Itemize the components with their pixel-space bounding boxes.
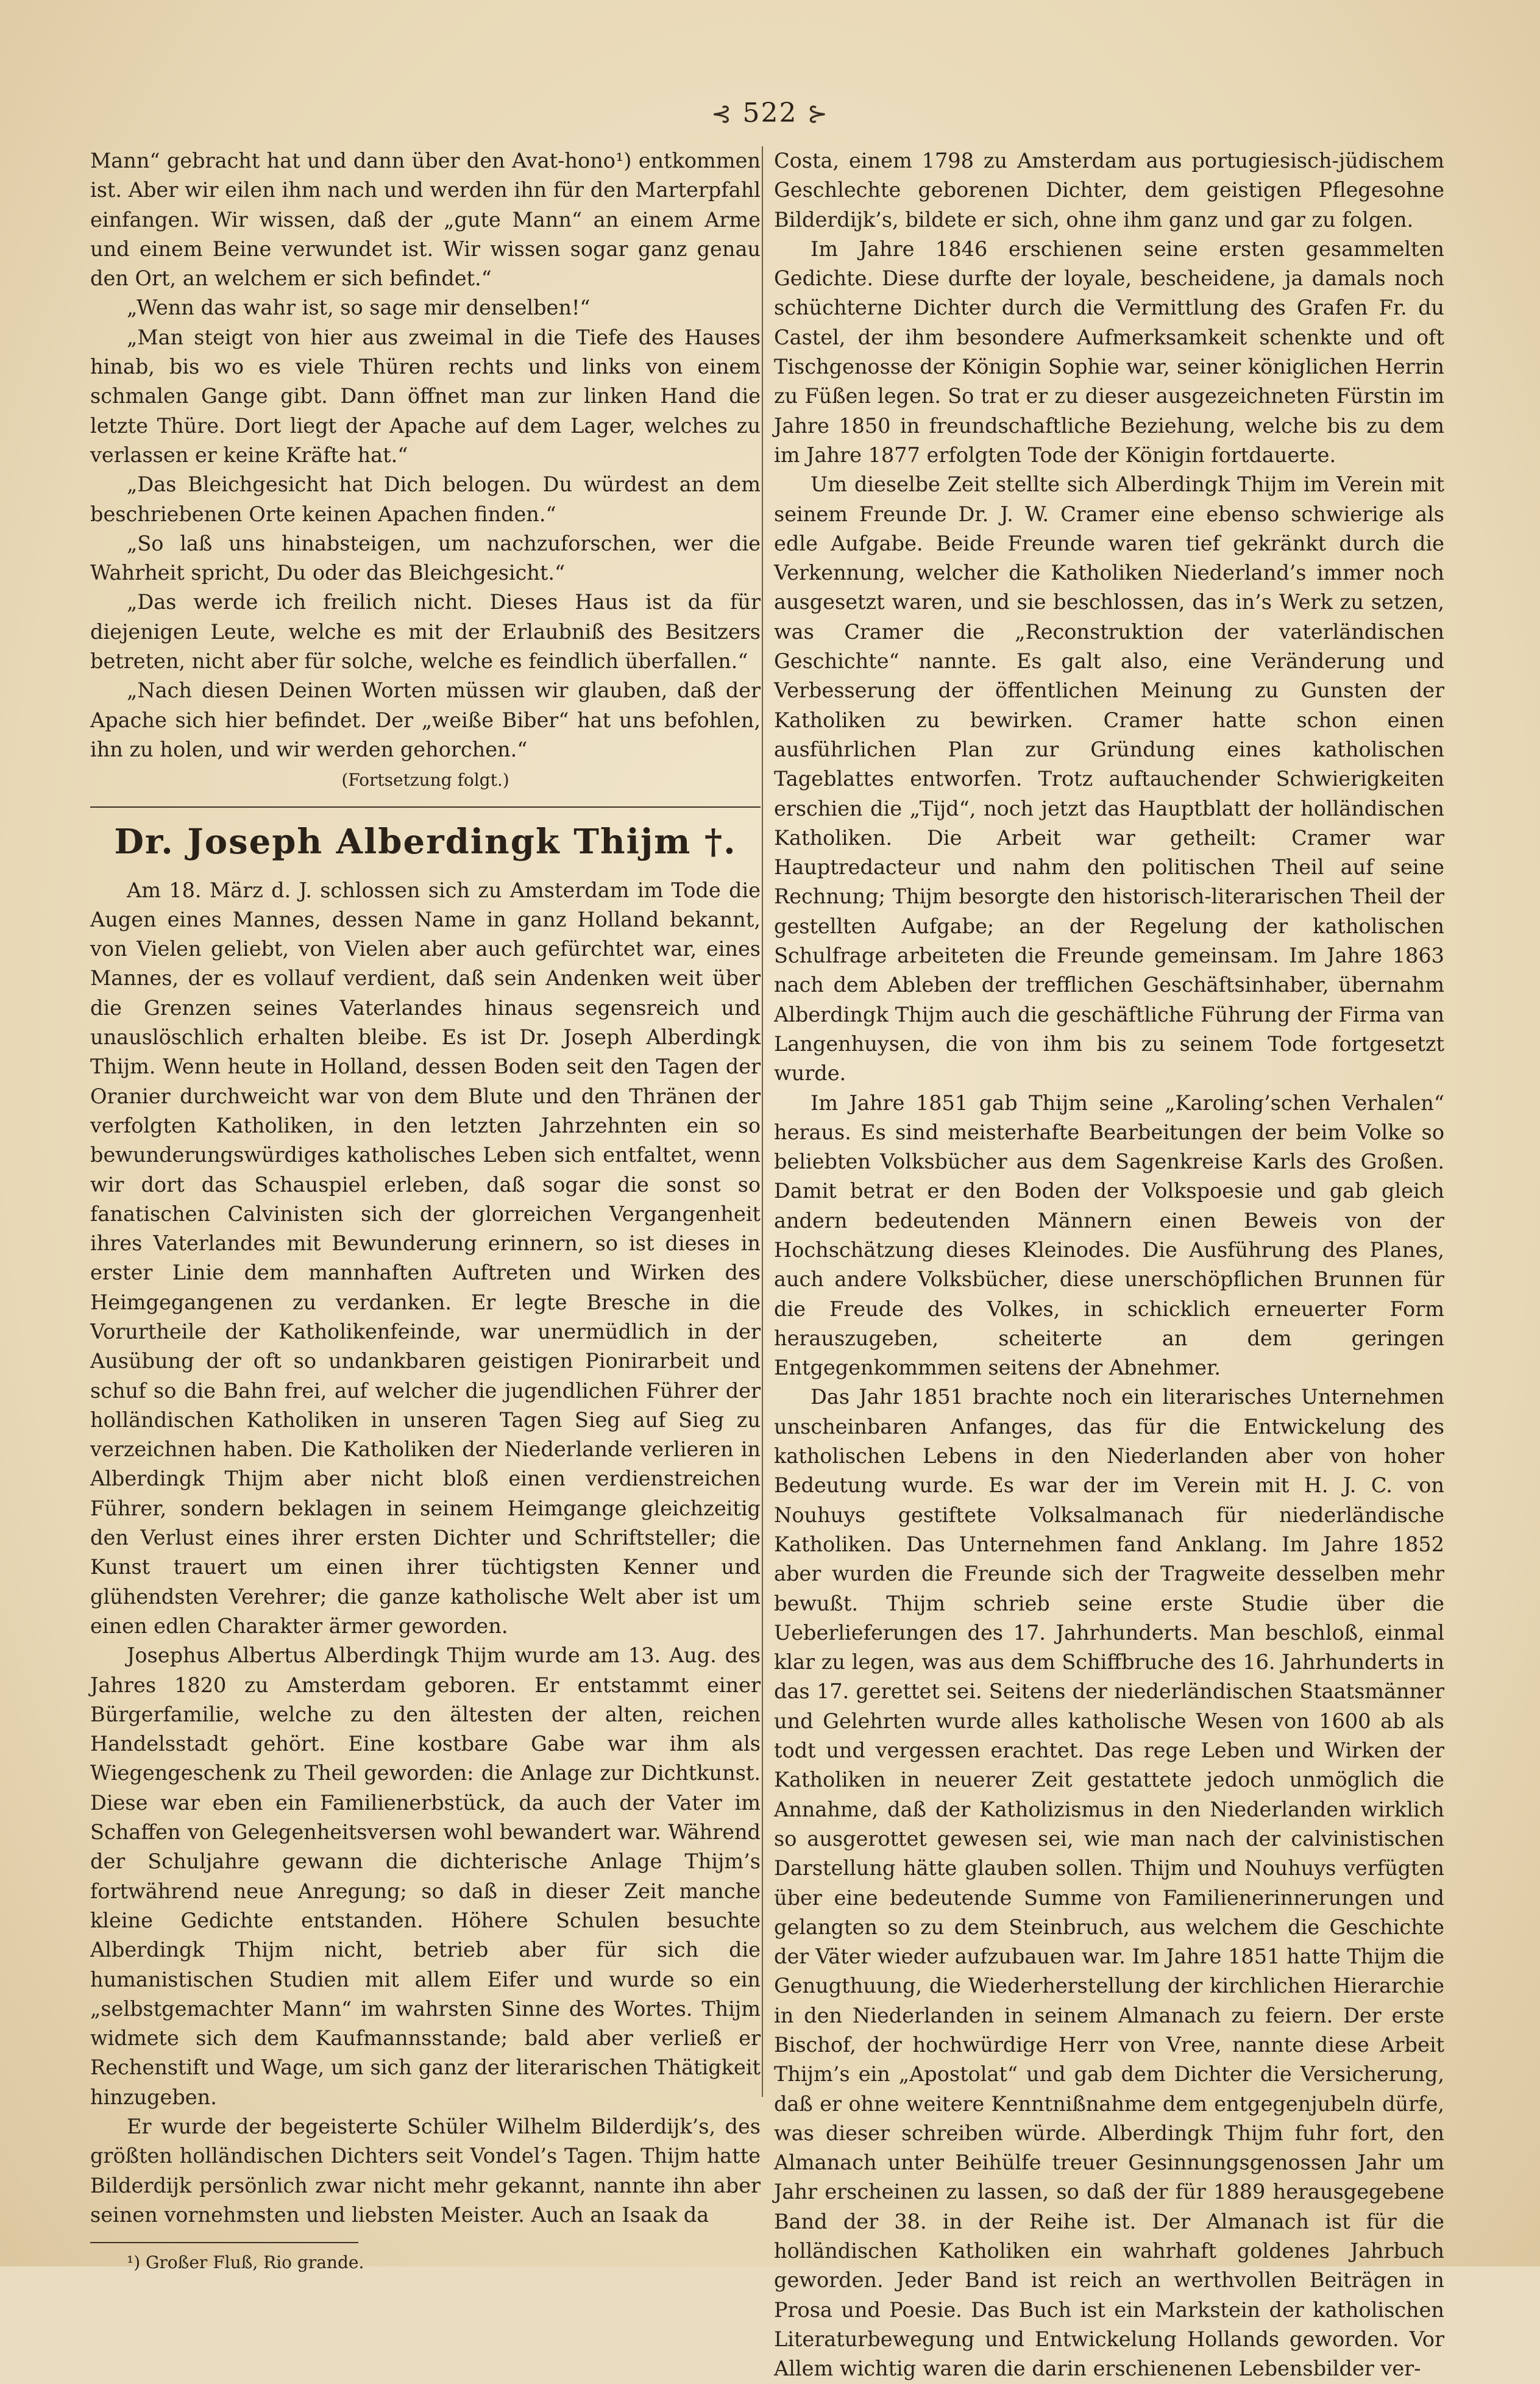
column-divider: [762, 146, 763, 2097]
article-paragraph: Um dieselbe Zeit stellte sich Alberdingk Thijm im Verein mit seinem Freunde Dr. J. W. Cramer eine ebenso schwierige als edle Aufgabe. Beide Freunde waren tief gekränkt durch die Verkennung, welcher die Katholiken Niederland’s immer noch ausgesetzt waren, und sie beschlossen, das in’s Werk zu setzen, was Cramer die „Reconstruktion der vaterländischen Geschichte“ nannte. Es galt also, eine Veränderung und Verbesserung der öffentlichen Meinung zu Gunsten der Katholiken zu bewirken. Cramer hatte schon einen ausführlichen Plan zur Gründung eines katholischen Tageblattes entworfen. Trotz auftauchender Schwierigkeiten erschien die „Tijd“, noch jetzt das Hauptblatt der holländischen Katholiken. Die Arbeit war getheilt: Cramer war Hauptredacteur und nahm den politischen Theil auf seine Rechnung; Thijm besorgte den historisch-literarischen Theil der gestellten Aufgabe; an der Regelung der katholischen Schulfrage arbeiteten die Freunde gemeinsam. Im Jahre 1863 nach dem Ableben der trefflichen Geschäftsinhaber, übernahm Alberdingk Thijm auch die geschäftliche Führung der Firma van Langenhuysen, die von ihm bis zu seinem Tode fortgesetzt wurde.: [774, 472, 1444, 1086]
ornament-left: ⊰: [711, 100, 733, 128]
left-column: [90, 146, 761, 2275]
article-title: Dr. Joseph Alberdingk Thijm †.: [114, 821, 737, 862]
article-paragraph: Im Jahre 1851 gab Thijm seine „Karoling’schen Verhalen“ heraus. Es sind meisterhafte Bearbeitungen der beim Volke so beliebten Volksbücher aus dem Sagenkreise Karls des Großen. Damit betrat er den Boden der Volkspoesie und gab gleich andern bedeutenden Männern einen Beweis von der Hochschätzung dieses Kleinodes. Die Ausführung des Planes, auch andere Volksbücher, diese unerschöpflichen Brunnen für die Freude des Volkes, in schicklich erneuerter Form herauszugeben, scheiterte an dem geringen Entgegenkommmen seitens der Abnehmer.: [774, 1091, 1444, 1380]
section-rule: [90, 806, 761, 808]
right-column: [774, 146, 1444, 2384]
article-paragraph: Er wurde der begeisterte Schüler Wilhelm Bilderdijk’s, des größten holländischen Dichters seit Vondel’s Tagen. Thijm hatte Bilderdijk persönlich zwar nicht mehr gekannt, nannte ihn aber seinen vornehmsten und liebsten Meister. Auch an Isaak da: [90, 2115, 761, 2227]
article-paragraph: Josephus Albertus Alberdingk Thijm wurde am 13. Aug. des Jahres 1820 zu Amsterdam geboren. Er entstammt einer Bürgerfamilie, welche zu den ältesten der alten, reichen Handelsstadt gehört. Eine kostbare Gabe war ihm als Wiegengeschenk zu Theil geworden: die Anlage zur Dichtkunst. Diese war eben ein Familienerbstück, da auch der Vater im Schaffen von Gelegenheitsversen wohl bewandert war. Während der Schuljahre gewann die dichterische Anlage Thijm’s fortwährend neue Anregung; so daß in dieser Zeit manche kleine Gedichte entstanden. Höhere Schulen besuchte Alberdingk Thijm nicht, betrieb aber für sich die humanistischen Studien mit allem Eifer und wurde so ein „selbstgemachter Mann“ im wahrsten Sinne des Wortes. Thijm widmete sich dem Kaufmannsstande; bald aber verließ er Rechenstift und Wage, um sich ganz der literarischen Thätigkeit hinzugeben.: [90, 1643, 761, 2109]
story-paragraph: „So laß uns hinabsteigen, um nachzuforschen, wer die Wahrheit spricht, Du oder das Bleichgesicht.“: [90, 531, 761, 585]
story-paragraph: „Man steigt von hier aus zweimal in die Tiefe des Hauses hinab, bis wo es viele Thüren rechts und links von einem schmalen Gange gibt. Dann öffnet man zur linken Hand die letzte Thüre. Dort liegt der Apache auf dem Lager, welches zu verlassen er keine Kräfte hat.“: [90, 325, 761, 467]
story-paragraph: „Wenn das wahr ist, so sage mir denselben!“: [127, 296, 591, 320]
article-paragraph: Das Jahr 1851 brachte noch ein literarisches Unternehmen unscheinbaren Anfanges, das für die Entwickelung des katholischen Lebens in den Niederlanden aber von hoher Bedeutung wurde. Es war der im Verein mit H. J. C. von Nouhuys gestiftete Volksalmanach für niederländische Katholiken. Das Unternehmen fand Anklang. Im Jahre 1852 aber wurden die Freunde sich der Tragweite desselben mehr bewußt. Thijm schrieb seine erste Studie über die Ueberlieferungen des 17. Jahrhunderts. Man beschloß, einmal klar zu legen, was aus dem Schiffbruche des 16. Jahrhunderts in das 17. gerettet sei. Seitens der niederländischen Staatsmänner und Gelehrten wurde alles katholische Wesen von 1600 ab als todt und vergessen erachtet. Das rege Leben und Wirken der Katholiken in neuerer Zeit gestattete jedoch unmöglich die Annahme, daß der Katholizismus in den Niederlanden wirklich so ausgerottet gewesen sei, wie man nach der calvinistischen Darstellung hätte glauben sollen. Thijm und Nouhuys verfügten über eine bedeutende Summe von Familienerinnerungen und gelangten so zu dem Steinbruch, aus welchem die Geschichte der Väter wieder aufzubauen war. Im Jahre 1851 hatte Thijm die Genugthuung, die Wiederherstellung der kirchlichen Hierarchie in den Niederlanden in seinem Almanach zu feiern. Der erste Bischof, der hochwürdige Herr von Vree, nannte diese Arbeit Thijm’s ein „Apostolat“ und gab dem Dichter die Versicherung, daß er ohne weitere Kenntnißnahme dem entgegenjubeln dürfe, was dieser schreiben würde. Alberdingk Thijm fuhr fort, den Almanach unter Beihülfe treuer Gesinnungsgenossen Jahr um Jahr erscheinen zu lassen, so daß der für 1889 herausgegebene Band der 38. in der Reihe ist. Der Almanach ist für die holländischen Katholiken ein wahrhaft goldenes Jahrbuch geworden. Jeder Band ist reich an werthvollen Beiträgen in Prosa und Poesie. Das Buch ist ein Markstein der katholischen Literaturbewegung und Entwickelung Hollands geworden. Vor Allem wichtig waren die darin erschienenen Lebensbilder ver-: [774, 1385, 1444, 2381]
page-number: 522: [742, 98, 798, 129]
article-paragraph: Costa, einem 1798 zu Amsterdam aus portugiesisch-jüdischem Geschlechte geborenen Dichter, dem geistigen Pflegesohne Bilderdijk’s, bildete er sich, ohne ihm ganz und gar zu folgen.: [774, 149, 1444, 232]
article-paragraph: Im Jahre 1846 erschienen seine ersten gesammelten Gedichte. Diese durfte der loyale, bescheidene, ja damals noch schüchterne Dichter durch die Vermittlung des Grafen Fr. du Castel, der ihm besondere Aufmerksamkeit schenkte und oft Tischgenosse der Königin Sophie war, seiner königlichen Herrin zu Füßen legen. So trat er zu dieser ausgezeichneten Fürstin im Jahre 1850 in freundschaftliche Beziehung, welche bis zu dem im Jahre 1877 erfolgten Tode der Königin fortdauerte.: [774, 237, 1444, 467]
article-paragraph: Am 18. März d. J. schlossen sich zu Amsterdam im Tode die Augen eines Mannes, dessen Name in ganz Holland bekannt, von Vielen geliebt, von Vielen aber auch gefürchtet war, eines Mannes, der es vollauf verdient, daß sein Andenken weit über die Grenzen seines Vaterlandes hinaus segensreich und unauslöschlich erhalten bleibe. Es ist Dr. Joseph Alberdingk Thijm. Wenn heute in Holland, dessen Boden seit den Tagen der Oranier durchweicht war von dem Blute und den Thränen der verfolgten Katholiken, in den letzten Jahrzehnten ein so bewunderungswürdiges katholisches Leben sich entfaltet, wenn wir dort das Schauspiel erleben, daß sogar die sonst so fanatischen Calvinisten sich der glorreichen Vergangenheit ihres Vaterlandes mit Bewunderung erinnern, so ist dieses in erster Linie dem mannhaften Auftreten und Wirken des Heimgegangenen zu verdanken. Er legte Bresche in die Vorurtheile der Katholikenfeinde, war unermüdlich in der Ausübung der oft so undankbaren geistigen Pionirarbeit und schuf so die Bahn frei, auf welcher die jugendlichen Führer der holländischen Katholiken in unseren Tagen Sieg auf Sieg zu verzeichnen haben. Die Katholiken der Niederlande verlieren in Alberdingk Thijm aber nicht bloß einen verdienstreichen Führer, sondern beklagen in seinem Heimgange gleichzeitig den Verlust eines ihrer ersten Dichter und Schriftsteller; die Kunst trauert um einen ihrer tüchtigsten Kenner und glühendsten Verehrer; die ganze katholische Welt aber ist um einen edlen Charakter ärmer geworden.: [90, 878, 761, 1638]
story-paragraph: Mann“ gebracht hat und dann über den Avat-hono¹) entkommen ist. Aber wir eilen ihm nach und werden ihn für den Marterpfahl einfangen. Wir wissen, daß der „gute Mann“ an einem Arme und einem Beine verwundet ist. Wir wissen sogar ganz genau den Ort, an welchem er sich befindet.“: [90, 149, 761, 291]
footnote-rule: [90, 2242, 358, 2243]
story-paragraph: „Das werde ich freilich nicht. Dieses Haus ist da für diejenigen Leute, welche es mit der Erlaubniß des Besitzers betreten, nicht aber für solche, welche es feindlich überfallen.“: [90, 590, 761, 674]
footnote: ¹) Großer Fluß, Rio grande.: [127, 2252, 364, 2273]
ornament-right: ⊱: [807, 100, 829, 128]
continuation-note: (Fortsetzung folgt.): [341, 770, 509, 791]
page-header: [0, 98, 1540, 129]
story-paragraph: „Das Bleichgesicht hat Dich belogen. Du würdest an dem beschriebenen Orte keinen Apachen finden.“: [90, 472, 761, 526]
story-paragraph: „Nach diesen Deinen Worten müssen wir glauben, daß der Apache sich hier befindet. Der „weiße Biber“ hat uns befohlen, ihn zu holen, und wir werden gehorchen.“: [90, 678, 761, 761]
